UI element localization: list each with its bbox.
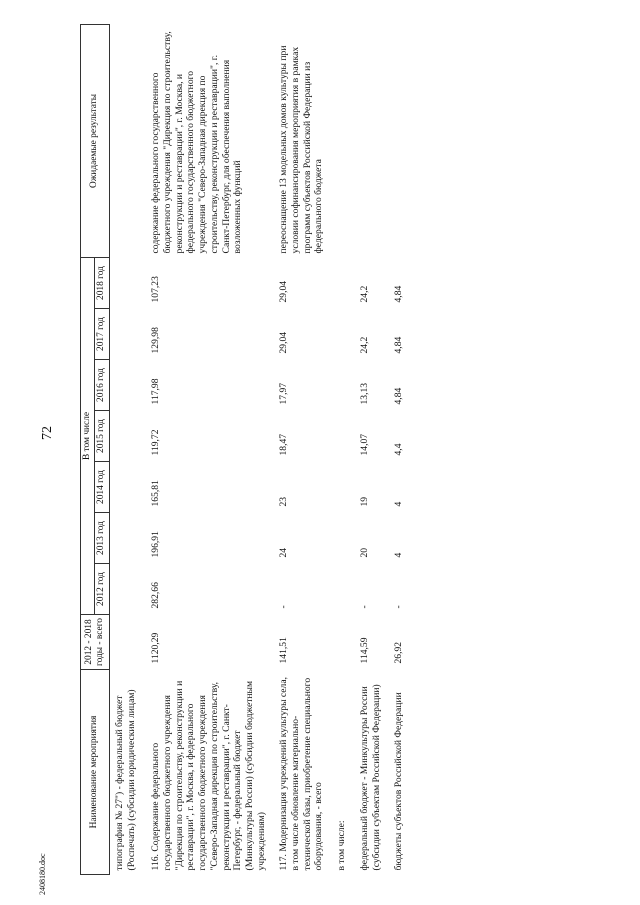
row-value: 107,23 [150,276,162,303]
row-value: - [393,605,405,609]
row-value: 196,91 [150,531,162,558]
header-name: Наименование мероприятия [81,670,110,875]
header-year: 2013 год [95,513,109,564]
row-value: 4,4 [393,443,405,456]
row-name: федеральный бюджет - Минкультуры России (субсидии субъектам Российской Федерации) [358,684,382,871]
row-value: 4,84 [393,336,405,354]
row-name: в том числе: [336,820,348,871]
row-value: 129,98 [150,327,162,354]
row-value: 17,97 [278,382,290,405]
row-name: 116. Содержание федерального государственного бюджетного учреждения "Дирекция по строительству, реконструкции и реставрации", г. Москва, и федерального государственного бюджетного учреждения "Северо-Западная дирекция по строительству, реконструкции и реставрации", г. Санкт-Петербург, - федеральный бюджет (Минкультуры России) (субсидии бюджетным учреждениям) [150,680,267,871]
row-value: 19 [358,496,370,507]
row-total: 1120,29 [150,632,162,664]
row-value: - [278,605,290,609]
row-total: 114,59 [358,637,370,664]
row-value: 282,66 [150,582,162,609]
row-results [109,24,147,257]
row-value: 24 [278,547,290,558]
row-value: 165,81 [150,480,162,507]
header-results: Ожидаемые результаты [81,24,110,257]
header-year: 2012 год [95,564,109,615]
table-row [390,24,413,874]
row-value: 29,04 [278,331,290,354]
header-year: 2018 год [95,257,109,308]
table-row [109,24,147,874]
table-row [333,24,356,874]
table-row [275,24,333,874]
row-value: 4 [393,501,405,507]
header-including: В том числе [81,257,95,614]
row-name: типография № 27") - федеральный бюджет (Роспечать) (субсидии юридическим лицам) [113,689,137,871]
row-value: 119,72 [150,429,162,456]
table-row [147,24,275,874]
row-value: 24,2 [358,285,370,303]
row-results: содержание федерального государственного бюджетного учреждения "Дирекция по строительству, реконструкции и реставрации", г. Москва, и федерального государственного бюджетного учреждения "Северо-Западная дирекция по строительству, реконструкции и реставрации", г. Санкт-Петербург, для обеспечения выполнения возложенных функций [150,31,244,254]
program-table-sheet [80,25,560,875]
header-total [81,615,110,670]
program-table [80,24,413,875]
header-year: 2014 год [95,462,109,513]
row-total: 26,92 [393,641,405,664]
row-value: 13,13 [358,382,370,405]
header-year: 2016 год [95,360,109,411]
row-value: 14,07 [358,433,370,456]
row-value: 18,47 [278,433,290,456]
header-year: 2015 год [95,411,109,462]
row-value: 4,84 [393,285,405,303]
header-year: 2017 год [95,309,109,360]
row-value: 4,84 [393,387,405,405]
table-row [356,24,390,874]
row-name: 117. Модернизация учреждений культуры села, в том числе обновление материально-технической базы, приобретение специального оборудования, - всего [278,677,325,871]
footer-document-code: 2408180.doc [38,853,47,895]
row-value: 20 [358,547,370,558]
row-value: 24,2 [358,336,370,354]
header-total-line1: 2012 - 2018 [83,619,94,665]
row-name: бюджеты субъектов Российской Федерации [393,692,405,871]
row-total: 141,51 [278,637,290,664]
row-results: переоснащение 13 модельных домов культуры при условии софинансирования мероприятия в рамках программ субъектов Российской Федерации из федерального бюджета [278,45,325,254]
row-value: 23 [278,496,290,507]
row-total [109,615,147,670]
row-value: - [358,605,370,609]
row-value: 4 [393,552,405,558]
row-value: 29,04 [278,280,290,303]
page-number: 72 [40,426,55,440]
row-value: 117,98 [150,378,162,405]
header-total-line2: годы - всего [94,618,105,667]
